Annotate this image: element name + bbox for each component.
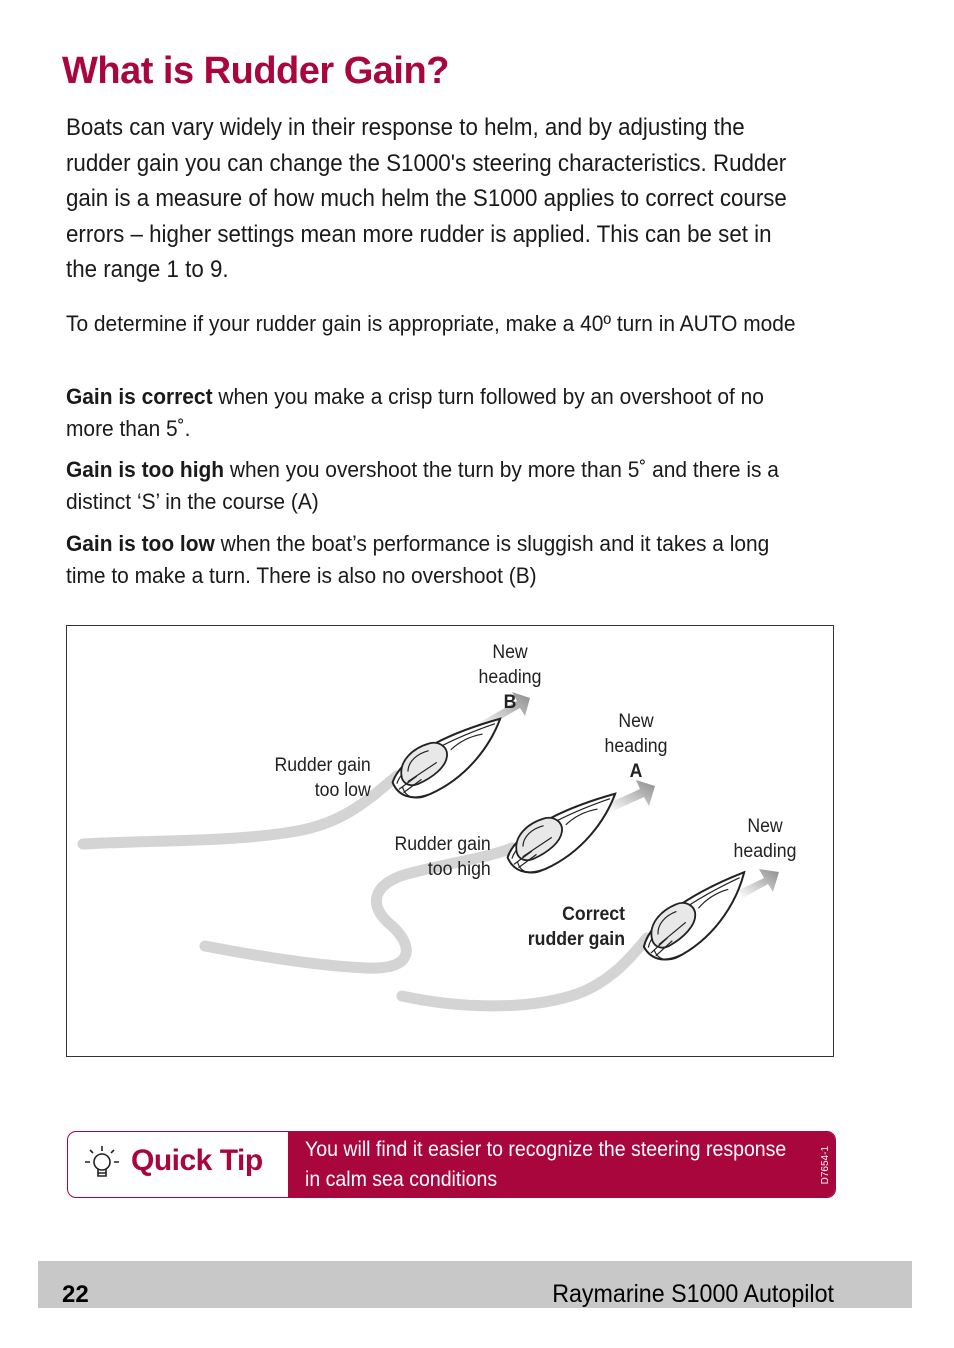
boat-correct (632, 872, 762, 966)
quick-tip-text: You will find it easier to recognize the steering response in calm sea conditions (305, 1138, 787, 1191)
label-new-heading: New heading (733, 816, 797, 862)
gain-correct-paragraph (66, 381, 810, 445)
gain-high-label: Gain is too high (66, 457, 225, 482)
gain-low-label: Gain is too low (66, 531, 215, 556)
lightbulb-icon (82, 1146, 122, 1186)
quick-tip-heading: Quick Tip (131, 1144, 263, 1177)
quick-tip-box (67, 1131, 836, 1198)
boat-high (500, 794, 626, 877)
gain-correct-text: when you make a crisp turn followed by an overshoot of no more than 5˚. (66, 384, 764, 441)
label-correct-gain: Correct rudder gain (527, 904, 625, 950)
gain-low-text: when the boat’s performance is sluggish and it takes a long time to make a turn. There is also no overshoot (B) (66, 531, 770, 588)
intro-paragraph: Boats can vary widely in their response to helm, and by adjusting the rudder gain you can change the S1000's steering characteristics. Rudder gain is a measure of how much helm the S1000 applies to correct course errors – higher settings mean more rudder is applied. This can be set in the range 1 to 9. (66, 114, 787, 283)
rudder-gain-figure (66, 625, 834, 1057)
label-new-heading-b: New heading B (478, 642, 542, 713)
determine-paragraph: To determine if your rudder gain is appropriate, make a 40º turn in AUTO mode (66, 311, 796, 336)
figure-code: D7654-1 (820, 1146, 831, 1185)
label-rudder-low: Rudder gain too low (274, 755, 371, 801)
gain-correct-label: Gain is correct (66, 384, 213, 409)
label-new-heading-a: New heading A (604, 711, 668, 782)
label-rudder-high: Rudder gain too high (394, 834, 491, 880)
gain-high-text: when you overshoot the turn by more than 5˚ and there is a distinct ‘S’ in the course (A) (66, 457, 779, 514)
boat-low (385, 719, 511, 802)
arrow-new (739, 869, 779, 898)
gain-high-paragraph (66, 454, 810, 518)
page-title: What is Rudder Gain? (62, 50, 449, 92)
page-number: 22 (62, 1281, 89, 1308)
page-footer (38, 1261, 912, 1308)
gain-low-paragraph (66, 528, 810, 592)
footer-title: Raymarine S1000 Autopilot (552, 1280, 834, 1308)
